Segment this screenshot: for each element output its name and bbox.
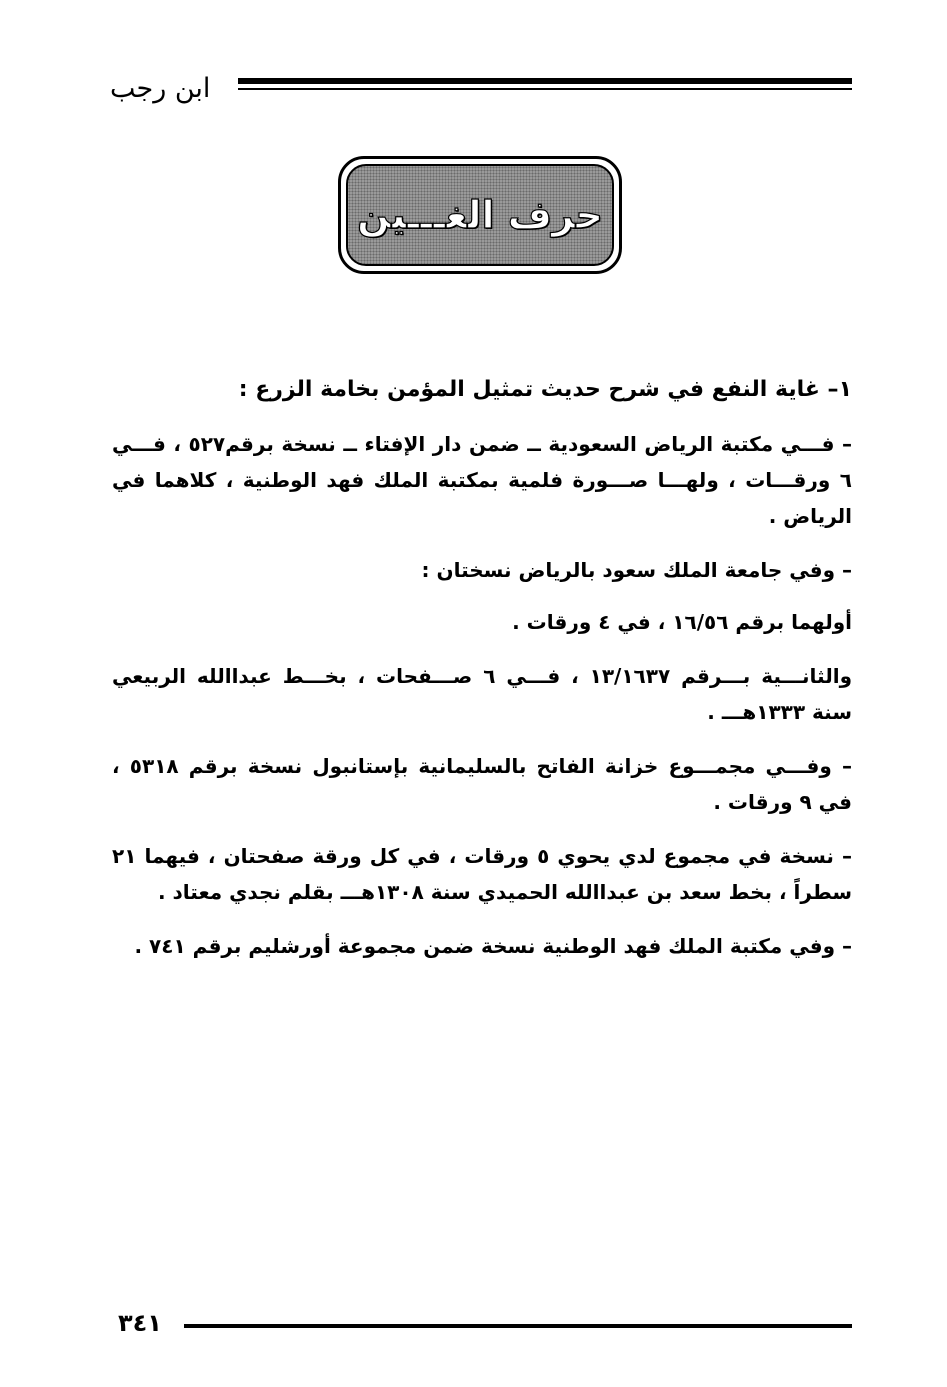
section-heading-title: حرف الغـــين [357, 193, 603, 237]
paragraph-riyadh-library: – فـــي مكتبة الرياض السعودية ــ ضمن دار الإفتاء ــ نسخة برقم٥٢٧ ، فـــي ٦ ورقـــات ، ولهـــا صـــورة فلمية بمكتبة الملك فهد الوطنية ، كلاهما في الرياض . [112, 432, 852, 528]
footer-rule [184, 1324, 852, 1328]
paragraph-king-fahd-library: – وفي مكتبة الملك فهد الوطنية نسخة ضمن مجموعة أورشليم برقم ٧٤١ . [134, 934, 852, 958]
section-heading-inner [346, 164, 614, 266]
page-number: ٣٤١ [118, 1309, 162, 1337]
paragraph-king-saud-university: – وفي جامعة الملك سعود بالرياض نسختان : [421, 558, 852, 582]
header-rule [238, 78, 852, 90]
entry-title: ١– غاية النفع في شرح حديث تمثيل المؤمن بخامة الزرع : [238, 377, 852, 402]
main-content [112, 372, 852, 982]
paragraph-fatih-collection: – وفـــي مجمـــوع خزانة الفاتح بالسليمانية بإستانبول نسخة برقم ٥٣١٨ ، في ٩ ورقات . [112, 754, 853, 814]
paragraph-second-copy: والثانـــية بـــرقم ١٣/١٦٣٧ ، فـــي ٦ صـــفحات ، بخـــط عبداالله الربيعي سنة ١٣٣٣هـــ . [112, 664, 853, 724]
paragraph-private-copy: – نسخة في مجموع لدي يحوي ٥ ورقات ، في كل ورقة صفحتان ، فيهما ٢١ سطراً ، بخط سعد بن عبداالله الحميدي سنة ١٣٠٨هـــ بقلم نجدي معتاد . [112, 844, 852, 904]
running-header-title: ابن رجب [110, 73, 211, 104]
paragraph-first-copy: أولهما برقم ١٦/٥٦ ، في ٤ ورقات . [512, 610, 852, 634]
page-footer [118, 1308, 852, 1348]
page-header [110, 72, 852, 112]
section-heading-box [338, 156, 622, 274]
